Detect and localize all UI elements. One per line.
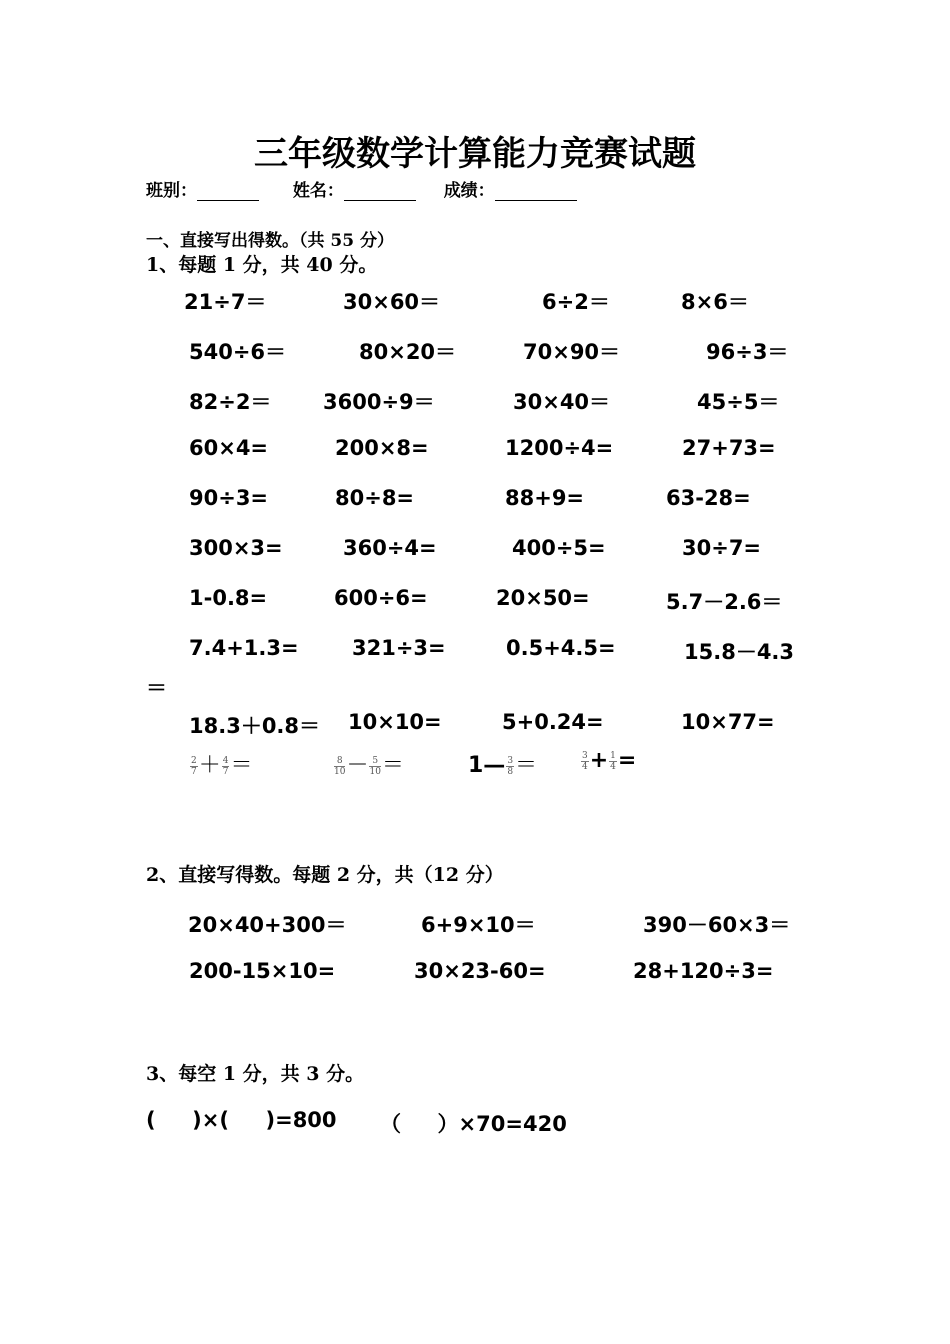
- problem: 200×8=: [335, 436, 429, 460]
- problem: 30×23-60=: [414, 959, 546, 983]
- problem: 540÷6＝: [189, 340, 287, 364]
- part1-heading: 一、直接写出得数。（共 55 分）: [146, 231, 394, 251]
- score-label: 成绩：: [443, 181, 495, 201]
- problem: 10×77=: [681, 710, 775, 734]
- problem: 70×90＝: [523, 340, 621, 364]
- fraction: $\frac{3}{4}$: [582, 750, 588, 772]
- problem: 3600÷9＝: [323, 390, 435, 414]
- name-label: 姓名：: [292, 181, 344, 201]
- problem: 30÷7=: [682, 536, 762, 560]
- problem: 1200÷4=: [505, 436, 614, 460]
- problem: 21÷7＝: [184, 290, 267, 314]
- class-blank[interactable]: [197, 184, 259, 201]
- name-blank[interactable]: [344, 184, 416, 201]
- part2-heading: 2、直接写得数。每题 2 分，共（12 分）: [146, 864, 504, 886]
- problem: ( )×( )=800: [146, 1108, 337, 1132]
- problem: 400÷5=: [512, 536, 606, 560]
- fraction: $\frac{1}{4}$: [610, 750, 616, 772]
- problem: 45÷5＝: [697, 390, 780, 414]
- problem: 600÷6=: [334, 586, 428, 610]
- problem: 20×40+300＝: [188, 913, 347, 937]
- fraction: $\frac{5}{10}$: [369, 755, 381, 777]
- problem: 10×10=: [348, 710, 442, 734]
- part3-heading: 3、每空 1 分，共 3 分。: [146, 1063, 365, 1085]
- problem: 80÷8=: [335, 486, 415, 510]
- fraction-problem: [333, 748, 404, 779]
- problem: 300×3=: [189, 536, 283, 560]
- problem: 20×50=: [496, 586, 590, 610]
- problem: 60×4=: [189, 436, 269, 460]
- problem: 88+9=: [505, 486, 585, 510]
- problem: 15.8－4.3: [684, 640, 795, 664]
- problem: 28+120÷3=: [633, 959, 774, 983]
- equals: ＝: [381, 753, 404, 778]
- wrapped-equals: ＝: [146, 676, 167, 700]
- problem: 82÷2＝: [189, 390, 272, 414]
- fraction-problem: [189, 748, 253, 779]
- part1-sub-heading: 1、每题 1 分，共 40 分。: [146, 254, 378, 276]
- problem: 63-28=: [666, 486, 751, 510]
- fraction: $\frac{4}{7}$: [222, 755, 229, 777]
- equals: ＝: [230, 753, 253, 778]
- problem: 5.7－2.6＝: [666, 590, 783, 614]
- operator: －: [346, 753, 369, 778]
- problem: 5+0.24=: [502, 710, 604, 734]
- class-label: 班别：: [146, 181, 197, 201]
- operator: +: [589, 748, 609, 773]
- problem: 30×60＝: [343, 290, 441, 314]
- equals: ＝: [515, 753, 538, 778]
- problem: 8×6＝: [681, 290, 749, 314]
- problem: 27+73=: [682, 436, 776, 460]
- fraction: $\frac{2}{7}$: [191, 755, 197, 777]
- equals: =: [617, 748, 637, 773]
- problem: （ ）×70=420: [380, 1112, 567, 1136]
- fraction: $\frac{8}{10}$: [334, 755, 346, 777]
- problem: 18.3＋0.8＝: [189, 714, 321, 738]
- problem: 6+9×10＝: [421, 913, 536, 937]
- score-blank[interactable]: [495, 184, 577, 201]
- problem: 7.4+1.3=: [189, 636, 299, 660]
- problem: 200-15×10=: [189, 959, 336, 983]
- problem: 30×40＝: [513, 390, 611, 414]
- fraction-problem: [580, 748, 636, 773]
- problem: 321÷3=: [352, 636, 446, 660]
- problem: 90÷3=: [189, 486, 269, 510]
- problem: 80×20＝: [359, 340, 457, 364]
- fraction-problem: [468, 748, 537, 779]
- problem: 0.5+4.5=: [506, 636, 616, 660]
- problem: 390－60×3＝: [643, 913, 791, 937]
- fraction: $\frac{3}{8}$: [507, 755, 514, 777]
- problem: 96÷3＝: [706, 340, 789, 364]
- problem: 1-0.8=: [189, 586, 268, 610]
- page-title: 三年级数学计算能力竞赛试题: [254, 134, 696, 174]
- problem: 6÷2＝: [542, 290, 610, 314]
- operator: ＋: [198, 753, 221, 778]
- problem: 360÷4=: [343, 536, 437, 560]
- student-info-line: [146, 176, 577, 201]
- lead-term: 1—: [468, 753, 506, 778]
